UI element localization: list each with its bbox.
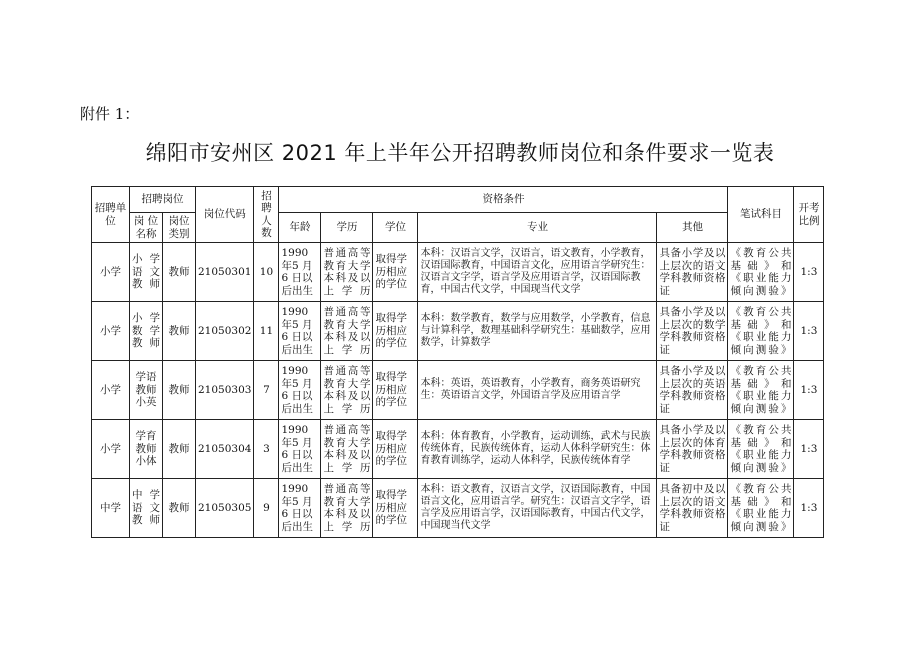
page-title: 绵阳市安州区 2021 年上半年公开招聘教师岗位和条件要求一览表 xyxy=(145,141,775,165)
table-row xyxy=(92,302,824,361)
cell-exam: 《教育公共基础》和《职业能力倾向测验》 xyxy=(728,479,794,538)
header-post-code: 岗位代码 xyxy=(196,187,254,243)
header-count: 招聘人数 xyxy=(254,187,279,243)
cell-major: 本科：数学教育，数学与应用数学，小学教育，信息与计算科学，数理基础科学研究生：基础数学，应用数学，计算数学 xyxy=(418,302,657,361)
table-row xyxy=(92,479,824,538)
cell-count: 7 xyxy=(254,361,279,420)
cell-unit: 中学 xyxy=(92,479,130,538)
header-degree: 学位 xyxy=(373,213,418,243)
cell-unit: 小学 xyxy=(92,361,130,420)
header-ratio: 开考比例 xyxy=(794,187,824,243)
cell-other: 具备小学及以上层次的英语学科教师资格证 xyxy=(657,361,728,420)
cell-other: 具备小学及以上层次的数学学科教师资格证 xyxy=(657,302,728,361)
positions-table xyxy=(91,186,824,538)
cell-education: 普通高等教育大学本科及以上学历 xyxy=(321,361,373,420)
cell-degree: 取得学历相应的学位 xyxy=(373,302,418,361)
cell-unit: 小学 xyxy=(92,420,130,479)
cell-exam: 《教育公共基础》和《职业能力倾向测验》 xyxy=(728,361,794,420)
cell-code: 21050301 xyxy=(196,243,254,302)
cell-post-type: 教师 xyxy=(163,361,196,420)
cell-post-type: 教师 xyxy=(163,243,196,302)
header-age: 年龄 xyxy=(279,213,321,243)
cell-degree: 取得学历相应的学位 xyxy=(373,243,418,302)
cell-count: 9 xyxy=(254,479,279,538)
cell-age: 1990 年5 月 6 日以后出生 xyxy=(279,420,321,479)
header-post-name: 岗 位名称 xyxy=(130,213,163,243)
cell-education: 普通高等教育大学本科及以上学历 xyxy=(321,302,373,361)
cell-post-name: 中 学语 文教师 xyxy=(130,479,163,538)
header-post: 招聘岗位 xyxy=(130,187,196,213)
cell-code: 21050304 xyxy=(196,420,254,479)
header-post-type: 岗位类别 xyxy=(163,213,196,243)
cell-post-type: 教师 xyxy=(163,479,196,538)
cell-count: 11 xyxy=(254,302,279,361)
cell-other: 具备小学及以上层次的体育学科教师资格证 xyxy=(657,420,728,479)
cell-major: 本科：体育教育，小学教育，运动训练，武术与民族传统体育，民族传统体育，运动人体科学研究生：体育教育训练学，运动人体科学，民族传统体育学 xyxy=(418,420,657,479)
cell-ratio: 1:3 xyxy=(794,479,824,538)
cell-other: 具备小学及以上层次的语文学科教师资格证 xyxy=(657,243,728,302)
cell-exam: 《教育公共基础》和《职业能力倾向测验》 xyxy=(728,243,794,302)
cell-post-name: 小 学语文教师 xyxy=(130,243,163,302)
cell-ratio: 1:3 xyxy=(794,420,824,479)
cell-ratio: 1:3 xyxy=(794,361,824,420)
table-row xyxy=(92,361,824,420)
cell-post-name: 学语教师小英 xyxy=(130,361,163,420)
cell-code: 21050305 xyxy=(196,479,254,538)
cell-education: 普通高等教育大学本科及以上学历 xyxy=(321,479,373,538)
cell-ratio: 1:3 xyxy=(794,302,824,361)
cell-age: 1990 年5 月 6 日以后出生 xyxy=(279,302,321,361)
header-major: 专业 xyxy=(418,213,657,243)
header-exam: 笔试科目 xyxy=(728,187,794,243)
cell-post-type: 教师 xyxy=(163,420,196,479)
cell-age: 1990 年5 月 6 日以后出生 xyxy=(279,361,321,420)
cell-ratio: 1:3 xyxy=(794,243,824,302)
cell-unit: 小学 xyxy=(92,243,130,302)
cell-degree: 取得学历相应的学位 xyxy=(373,479,418,538)
cell-exam: 《教育公共基础》和《职业能力倾向测验》 xyxy=(728,302,794,361)
cell-post-name: 小 学数 学教师 xyxy=(130,302,163,361)
cell-education: 普通高等教育大学本科及以上学历 xyxy=(321,420,373,479)
cell-degree: 取得学历相应的学位 xyxy=(373,420,418,479)
header-education: 学历 xyxy=(321,213,373,243)
table-row xyxy=(92,243,824,302)
cell-major: 本科：汉语言文学，汉语言，语文教育，小学教育，汉语国际教育，中国语言文化，应用语言学研究生：汉语言文字学，语言学及应用语言学，汉语国际教育，中国古代文学，中国现当代文学 xyxy=(418,243,657,302)
cell-age: 1990 年5 月 6 日以后出生 xyxy=(279,479,321,538)
cell-count: 10 xyxy=(254,243,279,302)
cell-degree: 取得学历相应的学位 xyxy=(373,361,418,420)
attachment-label: 附件 1： xyxy=(80,105,140,123)
cell-age: 1990 年5 月 6 日以后出生 xyxy=(279,243,321,302)
header-qualifications: 资格条件 xyxy=(279,187,728,213)
cell-count: 3 xyxy=(254,420,279,479)
cell-code: 21050303 xyxy=(196,361,254,420)
header-other: 其他 xyxy=(657,213,728,243)
cell-unit: 小学 xyxy=(92,302,130,361)
cell-exam: 《教育公共基础》和《职业能力倾向测验》 xyxy=(728,420,794,479)
cell-major: 本科：语文教育，汉语言文学，汉语国际教育，中国语言文化，应用语言学。研究生：汉语言文字学，语言学及应用语言学，汉语国际教育，中国古代文学，中国现当代文学 xyxy=(418,479,657,538)
cell-post-name: 学育教师小体 xyxy=(130,420,163,479)
cell-major: 本科：英语，英语教育，小学教育，商务英语研究生：英语语言文学，外国语言学及应用语言学 xyxy=(418,361,657,420)
header-unit: 招聘单位 xyxy=(92,187,130,243)
cell-code: 21050302 xyxy=(196,302,254,361)
table-row xyxy=(92,420,824,479)
cell-post-type: 教师 xyxy=(163,302,196,361)
cell-education: 普通高等教育大学本科及以上学历 xyxy=(321,243,373,302)
cell-other: 具备初中及以上层次的语文学科教师资格证 xyxy=(657,479,728,538)
